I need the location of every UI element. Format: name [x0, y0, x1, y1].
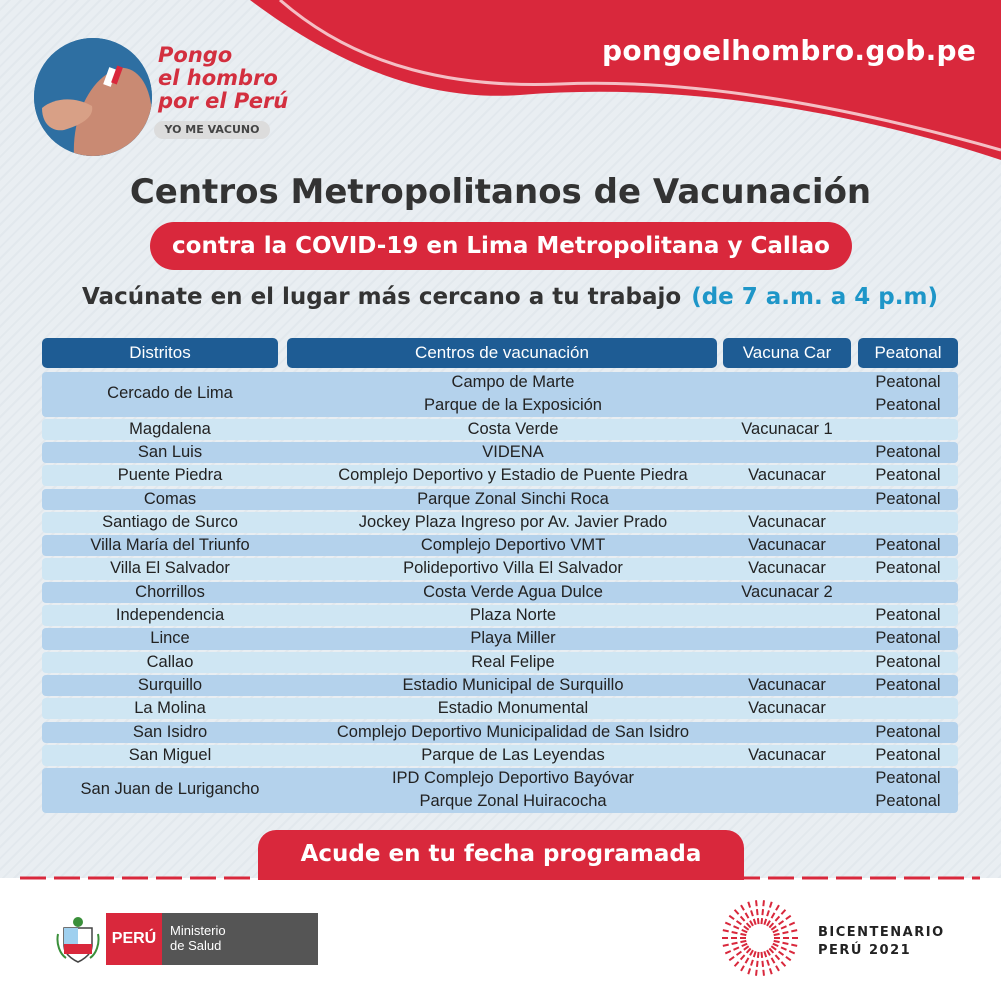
peatonal-cell [858, 418, 958, 441]
vacunacar-cell: Vacunacar 1 [741, 419, 833, 438]
district-cell: San Isidro [132, 722, 208, 741]
district-cell: Chorrillos [135, 582, 205, 601]
center-cell: Parque de Las Leyendas [421, 745, 605, 764]
ministry-line-2: de Salud [170, 938, 222, 953]
district-cell: Villa El Salvador [110, 559, 230, 578]
center-cell: IPD Complejo Deportivo Bayóvar [391, 769, 635, 788]
header-walk: Peatonal [858, 338, 958, 368]
district-cell: Lince [150, 629, 190, 648]
header-districts: Distritos [42, 338, 278, 368]
peatonal-cell: Peatonal [875, 373, 941, 391]
header-centers: Centros de vacunación [287, 338, 717, 368]
peatonal-cell: Peatonal [875, 442, 941, 461]
peatonal-cell: Peatonal [875, 489, 941, 508]
district-cell: Cercado de Lima [107, 383, 233, 402]
logo-line-3: por el Perú [158, 89, 289, 113]
center-cell: Campo de Marte [451, 373, 575, 391]
center-cell: Real Felipe [471, 652, 555, 671]
page-title: Centros Metropolitanos de Vacunación [129, 172, 872, 212]
bicentenario-logo-icon [716, 894, 804, 982]
center-cell: Playa Miller [470, 629, 556, 648]
peatonal-cell [858, 581, 958, 604]
ministry-line-1: Ministerio [170, 923, 226, 938]
vacunacar-cell [726, 441, 848, 464]
peatonal-cell: Peatonal [875, 675, 941, 694]
vacunacar-cell [726, 488, 848, 511]
peatonal-cell: Peatonal [875, 722, 941, 741]
info-line [80, 284, 940, 310]
vacunacar-cell: Vacunacar [748, 536, 826, 555]
peatonal-cell [858, 511, 958, 534]
logo-line-1: Pongo [158, 43, 233, 67]
peatonal-cell: Peatonal [875, 652, 941, 671]
center-cell: Complejo Deportivo Municipalidad de San Isidro [336, 722, 690, 741]
center-cell: Parque Zonal Huiracocha [419, 792, 607, 811]
footer-dashed-line [20, 876, 980, 880]
district-cell: Comas [143, 489, 197, 508]
center-cell: Parque de la Exposición [424, 396, 602, 415]
peatonal-cell: Peatonal [875, 745, 941, 764]
peatonal-cell [858, 697, 958, 720]
district-cell: Santiago de Surco [102, 512, 238, 531]
peatonal-cell: Peatonal [875, 792, 941, 811]
website-url[interactable]: pongoelhombro.gob.pe [602, 34, 977, 67]
peatonal-cell: Peatonal [875, 536, 941, 555]
subtitle-banner: contra la COVID-19 en Lima Metropolitana y Callao [150, 222, 852, 270]
vacunacar-cell: Vacunacar 2 [741, 582, 833, 601]
center-cell: Jockey Plaza Ingreso por Av. Javier Prado [358, 512, 668, 531]
logo-tagline: YO ME VACUNO [154, 121, 270, 139]
vacunacar-cell: Vacunacar [748, 512, 826, 531]
center-cell: Estadio Municipal de Surquillo [402, 675, 624, 694]
center-cell: VIDENA [482, 442, 544, 461]
cta-banner: Acude en tu fecha programada [258, 830, 744, 880]
vacunacar-cell [726, 394, 848, 417]
vacunacar-cell [726, 721, 848, 744]
vacunacar-cell: Vacunacar [748, 466, 826, 485]
logo-line-2: el hombro [158, 66, 278, 90]
bicentenario-line-1: BICENTENARIO [818, 925, 945, 940]
district-cell: San Luis [137, 442, 203, 461]
peatonal-cell: Peatonal [875, 769, 941, 788]
center-cell: Costa Verde Agua Dulce [423, 582, 603, 601]
center-cell: Costa Verde [467, 419, 559, 438]
district-cell: Puente Piedra [117, 466, 223, 485]
district-cell: Villa María del Triunfo [90, 536, 250, 555]
peatonal-cell: Peatonal [875, 606, 941, 624]
district-cell: San Miguel [128, 745, 212, 764]
center-cell: Complejo Deportivo VMT [420, 536, 606, 555]
vacunacar-cell: Vacunacar [748, 745, 826, 764]
peru-brand: PERÚ [106, 913, 162, 965]
info-text: Vacúnate en el lugar más cercano a tu trabajo [82, 284, 682, 310]
header-car: Vacuna Car [723, 338, 851, 368]
vaccinated-arm-icon [34, 38, 152, 156]
district-cell: San Juan de Lurigancho [80, 779, 260, 798]
district-cell: La Molina [134, 699, 206, 718]
vacunacar-cell [726, 651, 848, 674]
center-cell: Complejo Deportivo y Estadio de Puente Piedra [338, 466, 688, 485]
district-cell: Callao [146, 652, 194, 671]
center-cell: Polideportivo Villa El Salvador [403, 559, 623, 578]
peru-coat-of-arms-icon [56, 914, 100, 964]
vacunacar-cell: Vacunacar [748, 699, 826, 718]
center-cell: Plaza Norte [469, 606, 557, 624]
district-cell: Magdalena [129, 419, 211, 438]
vacunacar-cell [726, 371, 848, 394]
peatonal-cell: Peatonal [875, 629, 941, 648]
vacunacar-cell [726, 627, 848, 650]
campaign-logo-text [158, 44, 288, 113]
vacunacar-cell [726, 604, 848, 627]
vacunacar-cell [726, 767, 848, 790]
district-cell: Independencia [115, 606, 225, 624]
peatonal-cell: Peatonal [875, 466, 941, 485]
bicentenario-text [818, 924, 945, 960]
ministry-name [162, 913, 318, 965]
peatonal-cell: Peatonal [875, 396, 941, 415]
center-cell: Estadio Monumental [437, 699, 589, 718]
district-cell: Surquillo [137, 675, 203, 694]
vacunacar-cell: Vacunacar [748, 559, 826, 578]
header-wave [0, 0, 1001, 160]
bicentenario-line-2: PERÚ 2021 [818, 943, 912, 958]
vacunacar-cell: Vacunacar [748, 675, 826, 694]
vacunacar-cell [726, 790, 848, 813]
logo-illustration [34, 38, 152, 156]
center-cell: Parque Zonal Sinchi Roca [417, 489, 609, 508]
peatonal-cell: Peatonal [875, 559, 941, 578]
hours-text: (de 7 a.m. a 4 p.m) [691, 284, 938, 310]
